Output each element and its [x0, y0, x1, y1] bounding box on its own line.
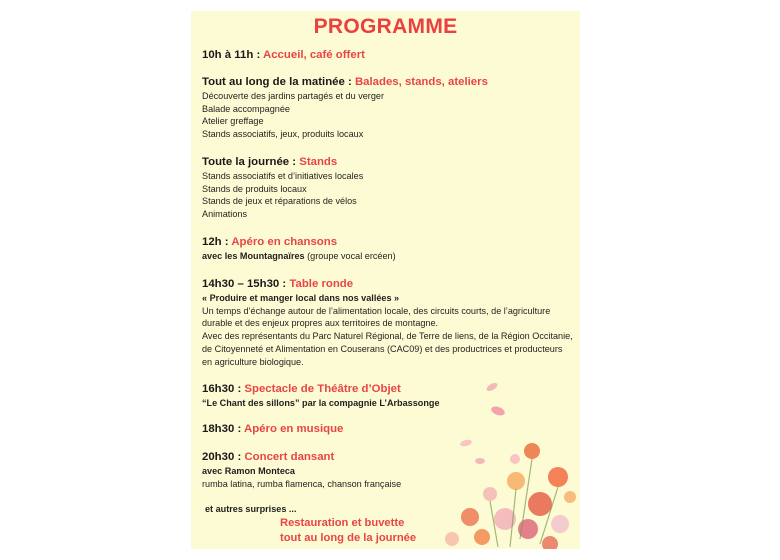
section-label: Concert dansant — [244, 451, 335, 463]
section-heading — [202, 48, 574, 63]
programme-poster — [191, 11, 580, 549]
section-time: 18h30 : — [202, 423, 244, 435]
sub-bold: avec les Mountagnaïres — [202, 251, 305, 261]
final-line-2: tout au long de la journée — [280, 532, 417, 544]
flower-petals — [445, 381, 576, 549]
list-item: Stands associatifs, jeux, produits locaux — [202, 129, 364, 140]
poster-title: PROGRAMME — [313, 15, 458, 38]
section-line: rumba latina, rumba flamenca, chanson française — [202, 478, 402, 489]
section-label: Stands — [299, 156, 338, 168]
section-heading — [202, 235, 574, 250]
section-heading — [202, 75, 574, 90]
final-line-1: Restauration et buvette — [280, 517, 405, 529]
sub-rest: (groupe vocal ercéen) — [304, 251, 396, 261]
section-sub — [202, 250, 574, 263]
section-time: 10h à 11h : — [202, 49, 263, 61]
section-time: 14h30 – 15h30 : — [202, 278, 290, 290]
section-quote: « Produire et manger local dans nos vallées » — [202, 293, 400, 303]
section-label: Table ronde — [289, 278, 354, 290]
list-item: Animations — [202, 209, 247, 220]
section-apero-chansons — [202, 235, 574, 263]
section-time: 12h : — [202, 236, 232, 248]
list-item: Atelier greffage — [202, 116, 264, 127]
list-item: Stands de jeux et réparations de vélos — [202, 196, 357, 207]
section-label: Spectacle de Théâtre d’Objet — [244, 383, 401, 395]
surprises-text: et autres surprises ... — [205, 504, 297, 514]
list-item: Stands associatifs et d’initiatives locales — [202, 171, 364, 181]
section-time: Toute la journée : — [202, 156, 300, 168]
section-sub: “Le Chant des sillons” par la compagnie L’Arbassonge — [202, 398, 440, 408]
section-heading — [202, 277, 574, 292]
section-text-2: Avec des représentants du Parc Naturel Régional, de Terre de liens, de la Région Occitanie, de Citoyenneté et Alimentation en Couserans (CAC09) et des productrices et producteurs en agriculture biologique. — [202, 331, 573, 367]
section-time: 16h30 : — [202, 383, 245, 395]
flower-bouquet-illustration — [420, 369, 580, 549]
list-item: Stands de produits locaux — [202, 183, 307, 194]
section-sub: avec Ramon Monteca — [202, 466, 295, 476]
section-time: Tout au long de la matinée : — [202, 76, 355, 88]
section-label: Apéro en musique — [244, 423, 344, 435]
section-matinee — [202, 75, 574, 141]
section-time: 20h30 : — [202, 451, 245, 463]
section-journee — [202, 155, 574, 221]
section-label: Accueil, café offert — [263, 49, 365, 61]
section-label: Balades, stands, ateliers — [354, 76, 488, 88]
list-item: Balade accompagnée — [202, 103, 290, 114]
section-label: Apéro en chansons — [231, 236, 338, 248]
section-accueil — [202, 48, 574, 63]
section-table-ronde — [202, 277, 574, 368]
list-item: Découverte des jardins partagés et du verger — [202, 91, 384, 101]
section-heading — [202, 155, 574, 170]
section-text: Un temps d’échange autour de l’alimentation locale, des circuits courts, de l’agriculture durable et des enjeux propres aux territoires de montagne. — [202, 305, 551, 329]
